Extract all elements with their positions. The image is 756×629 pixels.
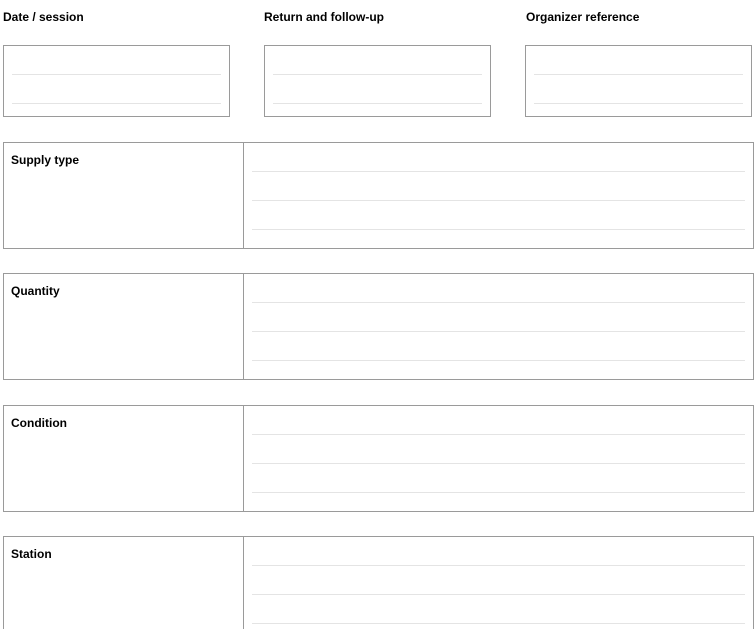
writing-line	[12, 103, 221, 104]
date-session-field[interactable]	[3, 45, 230, 117]
writing-line	[252, 171, 745, 172]
quantity-section	[3, 273, 754, 380]
quantity-label: Quantity	[11, 284, 60, 298]
writing-line	[12, 74, 221, 75]
writing-line	[534, 74, 743, 75]
supply-type-label-cell	[4, 143, 244, 248]
station-label: Station	[11, 547, 52, 561]
supply-type-field[interactable]	[244, 143, 753, 248]
supply-type-section	[3, 142, 754, 249]
writing-line	[252, 565, 745, 566]
writing-line	[534, 103, 743, 104]
supply-type-label: Supply type	[11, 153, 80, 167]
writing-line	[252, 360, 745, 361]
return-follow-up-label: Return and follow-up	[264, 10, 384, 24]
writing-line	[273, 74, 482, 75]
quantity-field[interactable]	[244, 274, 753, 379]
writing-line	[252, 463, 745, 464]
writing-line	[252, 200, 745, 201]
station-section	[3, 536, 754, 629]
station-field[interactable]	[244, 537, 753, 629]
date-session-label: Date / session	[3, 10, 84, 24]
organizer-reference-field[interactable]	[525, 45, 752, 117]
writing-line	[252, 331, 745, 332]
writing-line	[252, 594, 745, 595]
writing-line	[252, 229, 745, 230]
writing-line	[273, 103, 482, 104]
condition-section	[3, 405, 754, 512]
condition-label: Condition	[11, 416, 67, 430]
writing-line	[252, 302, 745, 303]
writing-line	[252, 623, 745, 624]
writing-line	[252, 434, 745, 435]
condition-label-cell	[4, 406, 244, 511]
writing-line	[252, 492, 745, 493]
condition-field[interactable]	[244, 406, 753, 511]
organizer-reference-label: Organizer reference	[526, 10, 640, 24]
quantity-label-cell	[4, 274, 244, 379]
station-label-cell	[4, 537, 244, 629]
return-follow-up-field[interactable]	[264, 45, 491, 117]
